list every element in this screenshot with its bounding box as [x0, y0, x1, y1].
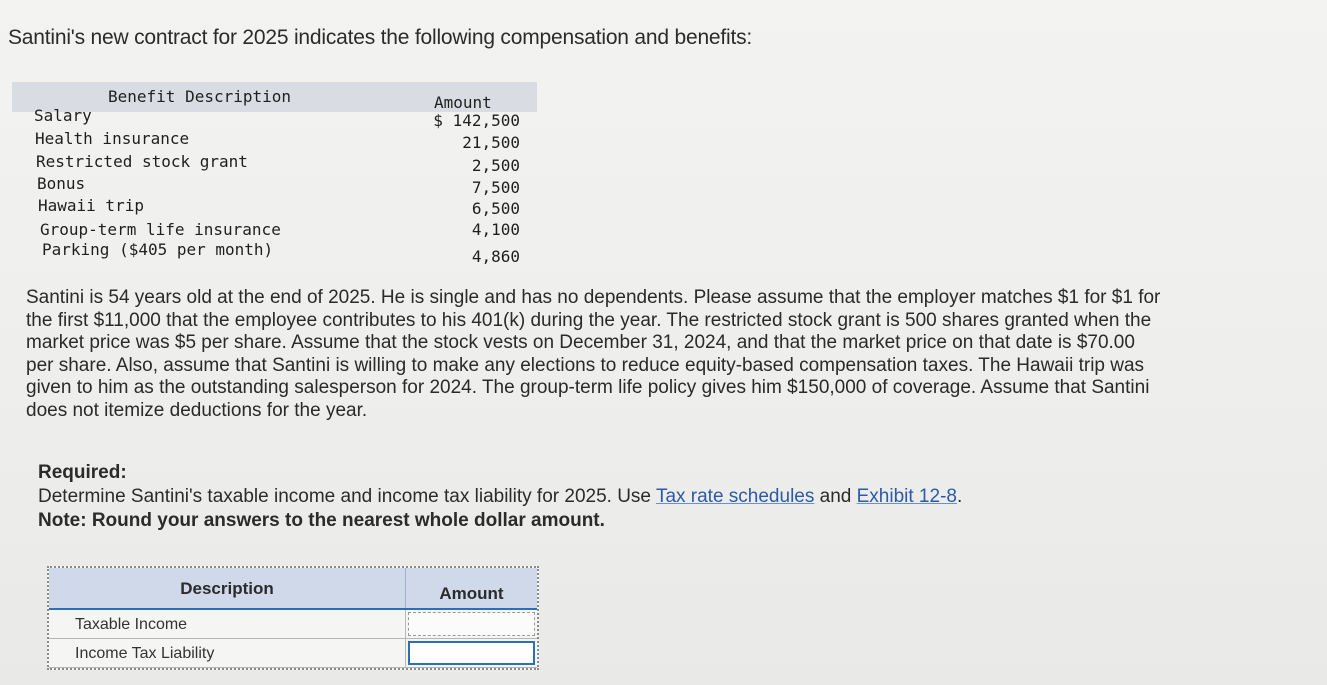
description-header: Description [49, 568, 406, 608]
benefit-description: Group-term life insurance [40, 220, 281, 239]
required-label: Required: [38, 462, 127, 483]
problem-line: Santini is 54 years old at the end of 2025. He is single and has no dependents. Please assume that the employer matches $1 for $1 for [26, 287, 1161, 308]
benefit-amount: 4,860 [471, 247, 520, 266]
intro-text: Santini's new contract for 2025 indicates the following compensation and benefits: [8, 26, 753, 49]
benefit-amount: 6,500 [471, 199, 520, 218]
problem-line: the first $11,000 that the employee contributes to his 401(k) during the year. The restricted stock grant is 500 shares granted when the [26, 309, 1152, 331]
benefit-description: Bonus [37, 174, 86, 193]
required-instruction [38, 485, 962, 509]
taxable-income-input[interactable] [408, 612, 535, 636]
benefit-row-hawaii-trip [12, 196, 537, 218]
benefit-row-salary [12, 106, 537, 128]
benefit-row-restricted-stock [12, 152, 537, 174]
required-section [38, 461, 962, 533]
benefit-description-header: Benefit Description [108, 87, 292, 106]
benefits-table [12, 82, 537, 284]
exhibit-12-8-link[interactable]: Exhibit 12-8 [856, 486, 957, 507]
problem-line: per share. Also, assume that Santini is willing to make any elections to reduce equity-based compensation taxes. The Hawaii trip was [26, 354, 1145, 376]
instruction-text: Determine Santini's taxable income and income tax liability for 2025. Use [38, 486, 656, 507]
benefit-amount: 4,100 [471, 220, 520, 239]
amount-header: Amount [434, 93, 492, 112]
benefit-description: Health insurance [35, 129, 190, 148]
problem-line: given to him as the outstanding salesperson for 2024. The group-term life policy gives him $150,000 of coverage. Assume that Santini [26, 377, 1150, 398]
income-tax-liability-input[interactable] [408, 641, 535, 665]
problem-line: market price was $5 per share. Assume that the stock vests on December 31, 2024, and that the market price on that date is $70.00 [26, 332, 1135, 353]
benefit-amount: 7,500 [471, 178, 520, 197]
benefit-description: Salary [34, 106, 92, 125]
problem-line: does not itemize deductions for the year. [26, 399, 368, 421]
answer-row-taxable-income [49, 610, 537, 639]
amount-header: Amount [439, 584, 504, 603]
problem-statement [26, 287, 1301, 422]
benefit-amount: $ 142,500 [433, 111, 520, 130]
benefit-row-parking [12, 240, 537, 266]
answer-row-label: Income Tax Liability [49, 639, 406, 667]
benefit-description: Hawaii trip [38, 196, 144, 215]
benefit-description: Restricted stock grant [36, 152, 248, 171]
answer-row-income-tax-liability [49, 639, 537, 668]
benefit-row-bonus [12, 174, 537, 196]
benefits-table-body [12, 106, 537, 284]
benefit-row-group-term-life [12, 220, 537, 242]
tax-rate-schedules-link[interactable]: Tax rate schedules [655, 486, 815, 507]
benefit-amount: 2,500 [471, 156, 520, 175]
instruction-text: and [814, 486, 857, 507]
answer-row-label: Taxable Income [49, 610, 406, 638]
benefit-amount: 21,500 [462, 133, 520, 152]
benefit-description: Parking ($405 per month) [42, 240, 274, 259]
answer-table-header [49, 568, 537, 610]
instruction-text: . [956, 486, 963, 507]
answer-table [47, 566, 539, 670]
benefit-row-health-insurance [12, 129, 537, 151]
rounding-note: Note: Round your answers to the nearest whole dollar amount. [38, 510, 605, 531]
